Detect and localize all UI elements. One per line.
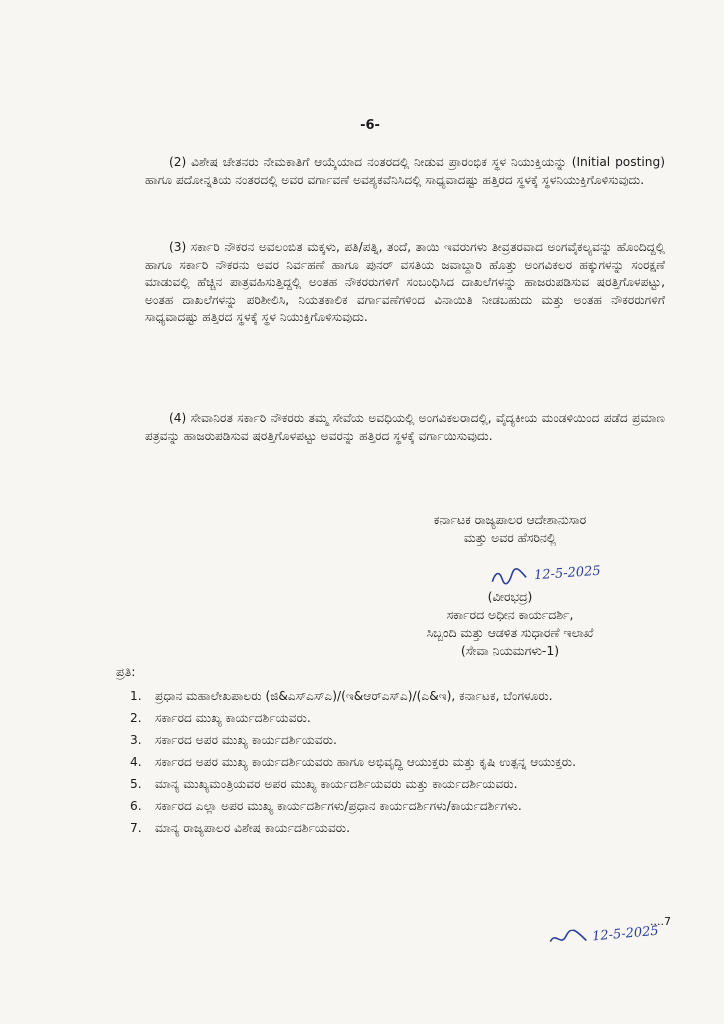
signatory-name: (ವೀರಭದ್ರ) bbox=[487, 589, 533, 604]
signature-scribble-icon bbox=[547, 928, 588, 949]
list-item: 1. ಪ್ರಧಾನ ಮಹಾಲೇಖಪಾಲರು (ಜಿ&ಎಸ್‌ಎಸ್‌ಎ)/(ಇ&ಆರ್‌ಎಸ್‌ಎ)/(ಎ&ಇ), ಕರ್ನಾಟಕ, ಬೆಂಗಳೂರು. bbox=[130, 689, 553, 703]
order-authority-line2: ಮತ್ತು ಅವರ ಹೆಸರಿನಲ್ಲಿ bbox=[463, 530, 557, 545]
signatory-department: ಸಿಬ್ಬಂದಿ ಮತ್ತು ಆಡಳಿತ ಸುಧಾರಣೆ ಇಲಾಖೆ bbox=[426, 625, 594, 640]
paragraph-text: ಸೇವಾನಿರತ ಸರ್ಕಾರಿ ನೌಕರರು ತಮ್ಮ ಸೇವೆಯ ಅವಧಿಯಲ್ಲಿ ಅಂಗವಿಕಲರಾದಲ್ಲಿ, ವೈದ್ಯಕೀಯ ಮಂಡಳಿಯಿಂದ ಪಡೆದ ಪ್ರಮಾಣ ಪತ್ರವನ್ನು ಹಾಜರುಪಡಿಸುವ ಷರತ್ತಿಗೊಳಪಟ್ಟು ಅವರನ್ನು ಹತ್ತಿರದ ಸ್ಥಳಕ್ಕೆ ವರ್ಗಾಯಿಸುವುದು. bbox=[145, 411, 666, 443]
continuation-marker: ....7 bbox=[650, 915, 671, 928]
signatory-designation: ಸರ್ಕಾರದ ಅಧೀನ ಕಾರ್ಯದರ್ಶಿ, bbox=[446, 607, 574, 622]
paragraph-number: (4) bbox=[169, 411, 187, 425]
signatory-block bbox=[360, 588, 660, 660]
handwritten-initials-date: 12-5-2025 bbox=[547, 922, 659, 950]
copy-to-list bbox=[130, 688, 670, 842]
signature-scribble-icon bbox=[490, 567, 531, 588]
list-item: 5. ಮಾನ್ಯ ಮುಖ್ಯಮಂತ್ರಿಯವರ ಅಪರ ಮುಖ್ಯ ಕಾರ್ಯದರ್ಶಿಯವರು ಮತ್ತು ಕಾರ್ಯದರ್ಶಿಯವರು. bbox=[130, 777, 518, 791]
paragraph-number: (3) bbox=[169, 240, 187, 254]
paragraph-text: ಸರ್ಕಾರಿ ನೌಕರನ ಅವಲಂಬಿತ ಮಕ್ಕಳು, ಪತಿ/ಪತ್ನಿ, ತಂದೆ, ತಾಯಿ ಇವರುಗಳು ತೀವ್ರತರವಾದ ಅಂಗವೈಕಲ್ಯವನ್ನು ಹೊಂದಿದ್ದಲ್ಲಿ ಹಾಗೂ ಸರ್ಕಾರಿ ನೌಕರನು ಅವರ ನಿರ್ವಹಣೆ ಹಾಗೂ ಪುನರ್ ವಸತಿಯ ಜವಾಬ್ದಾರಿ ಹೊತ್ತು ಅಂಗವಿಕಲರ ಹಕ್ಕುಗಳನ್ನು ಸಂರಕ್ಷಣೆ ಮಾಡುವಲ್ಲಿ ಹೆಚ್ಚಿನ ಪಾತ್ರವಹಿಸುತ್ತಿದ್ದಲ್ಲಿ ಅಂತಹ ನೌಕರರುಗಳಿಗೆ ಸಂಬಂಧಿಸಿದ ದಾಖಲೆಗಳನ್ನು ಹಾಜರುಪಡಿಸುವ ಷರತ್ತಿಗೊಳಪಟ್ಟು, ಅಂತಹ ದಾಖಲೆಗಳನ್ನು ಪರಿಶೀಲಿಸಿ, ನಿಯತಕಾಲಿಕ ವರ್ಗಾವಣೆಗಳಿಂದ ವಿನಾಯಿತಿ ನೀಡಬಹುದು ಮತ್ತು ಅಂತಹ ನೌಕರರುಗಳಿಗೆ ಸಾಧ್ಯವಾದಷ್ಟು ಹತ್ತಿರದ ಸ್ಥಳಕ್ಕೆ ಸ್ಥಳ ನಿಯುಕ್ತಿಗೊಳಿಸುವುದು. bbox=[145, 240, 665, 325]
paragraph-2 bbox=[145, 154, 665, 189]
paragraph-number: (2) bbox=[169, 155, 187, 169]
list-item: 6. ಸರ್ಕಾರದ ಎಲ್ಲಾ ಅಪರ ಮುಖ್ಯ ಕಾರ್ಯದರ್ಶಿಗಳು/ಪ್ರಧಾನ ಕಾರ್ಯದರ್ಶಿಗಳು/ಕಾರ್ಯದರ್ಶಿಗಳು. bbox=[130, 799, 522, 813]
copy-to-label: ಪ್ರತಿ: bbox=[116, 664, 136, 679]
paragraph-3 bbox=[145, 239, 665, 327]
list-item: 7. ಮಾನ್ಯ ರಾಜ್ಯಪಾಲರ ವಿಶೇಷ ಕಾರ್ಯದರ್ಶಿಯವರು. bbox=[130, 821, 350, 835]
list-item: 2. ಸರ್ಕಾರದ ಮುಖ್ಯ ಕಾರ್ಯದರ್ಶಿಯವರು. bbox=[130, 711, 311, 725]
paragraph-4 bbox=[145, 410, 665, 445]
page-number: -6- bbox=[360, 118, 380, 133]
handwritten-signature-date: 12-5-2025 bbox=[490, 562, 602, 588]
list-item: 3. ಸರ್ಕಾರದ ಅಪರ ಮುಖ್ಯ ಕಾರ್ಯದರ್ಶಿಯವರು. bbox=[130, 733, 337, 747]
signatory-section: (ಸೇವಾ ನಿಯಮಗಳು-1) bbox=[460, 643, 560, 658]
order-authority bbox=[360, 511, 660, 547]
order-authority-line1: ಕರ್ನಾಟಕ ರಾಜ್ಯಪಾಲರ ಆದೇಶಾನುಸಾರ bbox=[433, 512, 587, 527]
paragraph-text: ವಿಶೇಷ ಚೇತನರು ನೇಮಕಾತಿಗೆ ಆಯ್ಕೆಯಾದ ನಂತರದಲ್ಲಿ ನೀಡುವ ಪ್ರಾರಂಭಿಕ ಸ್ಥಳ ನಿಯುಕ್ತಿಯನ್ನು (Initial posting) ಹಾಗೂ ಪದೋನ್ನತಿಯ ನಂತರದಲ್ಲಿ ಅವರ ವರ್ಗಾವಣೆ ಅವಶ್ಯಕವೆನಿಸಿದಲ್ಲಿ ಸಾಧ್ಯವಾದಷ್ಟು ಹತ್ತಿರದ ಸ್ಥಳಕ್ಕೆ ಸ್ಥಳನಿಯುಕ್ತಿಗೊಳಿಸುವುದು. bbox=[145, 155, 665, 187]
list-item: 4. ಸರ್ಕಾರದ ಅಪರ ಮುಖ್ಯ ಕಾರ್ಯದರ್ಶಿಯವರು ಹಾಗೂ ಅಭಿವೃದ್ಧಿ ಆಯುಕ್ತರು ಮತ್ತು ಕೃಷಿ ಉತ್ಪನ್ನ ಆಯುಕ್ತರು. bbox=[130, 755, 576, 769]
